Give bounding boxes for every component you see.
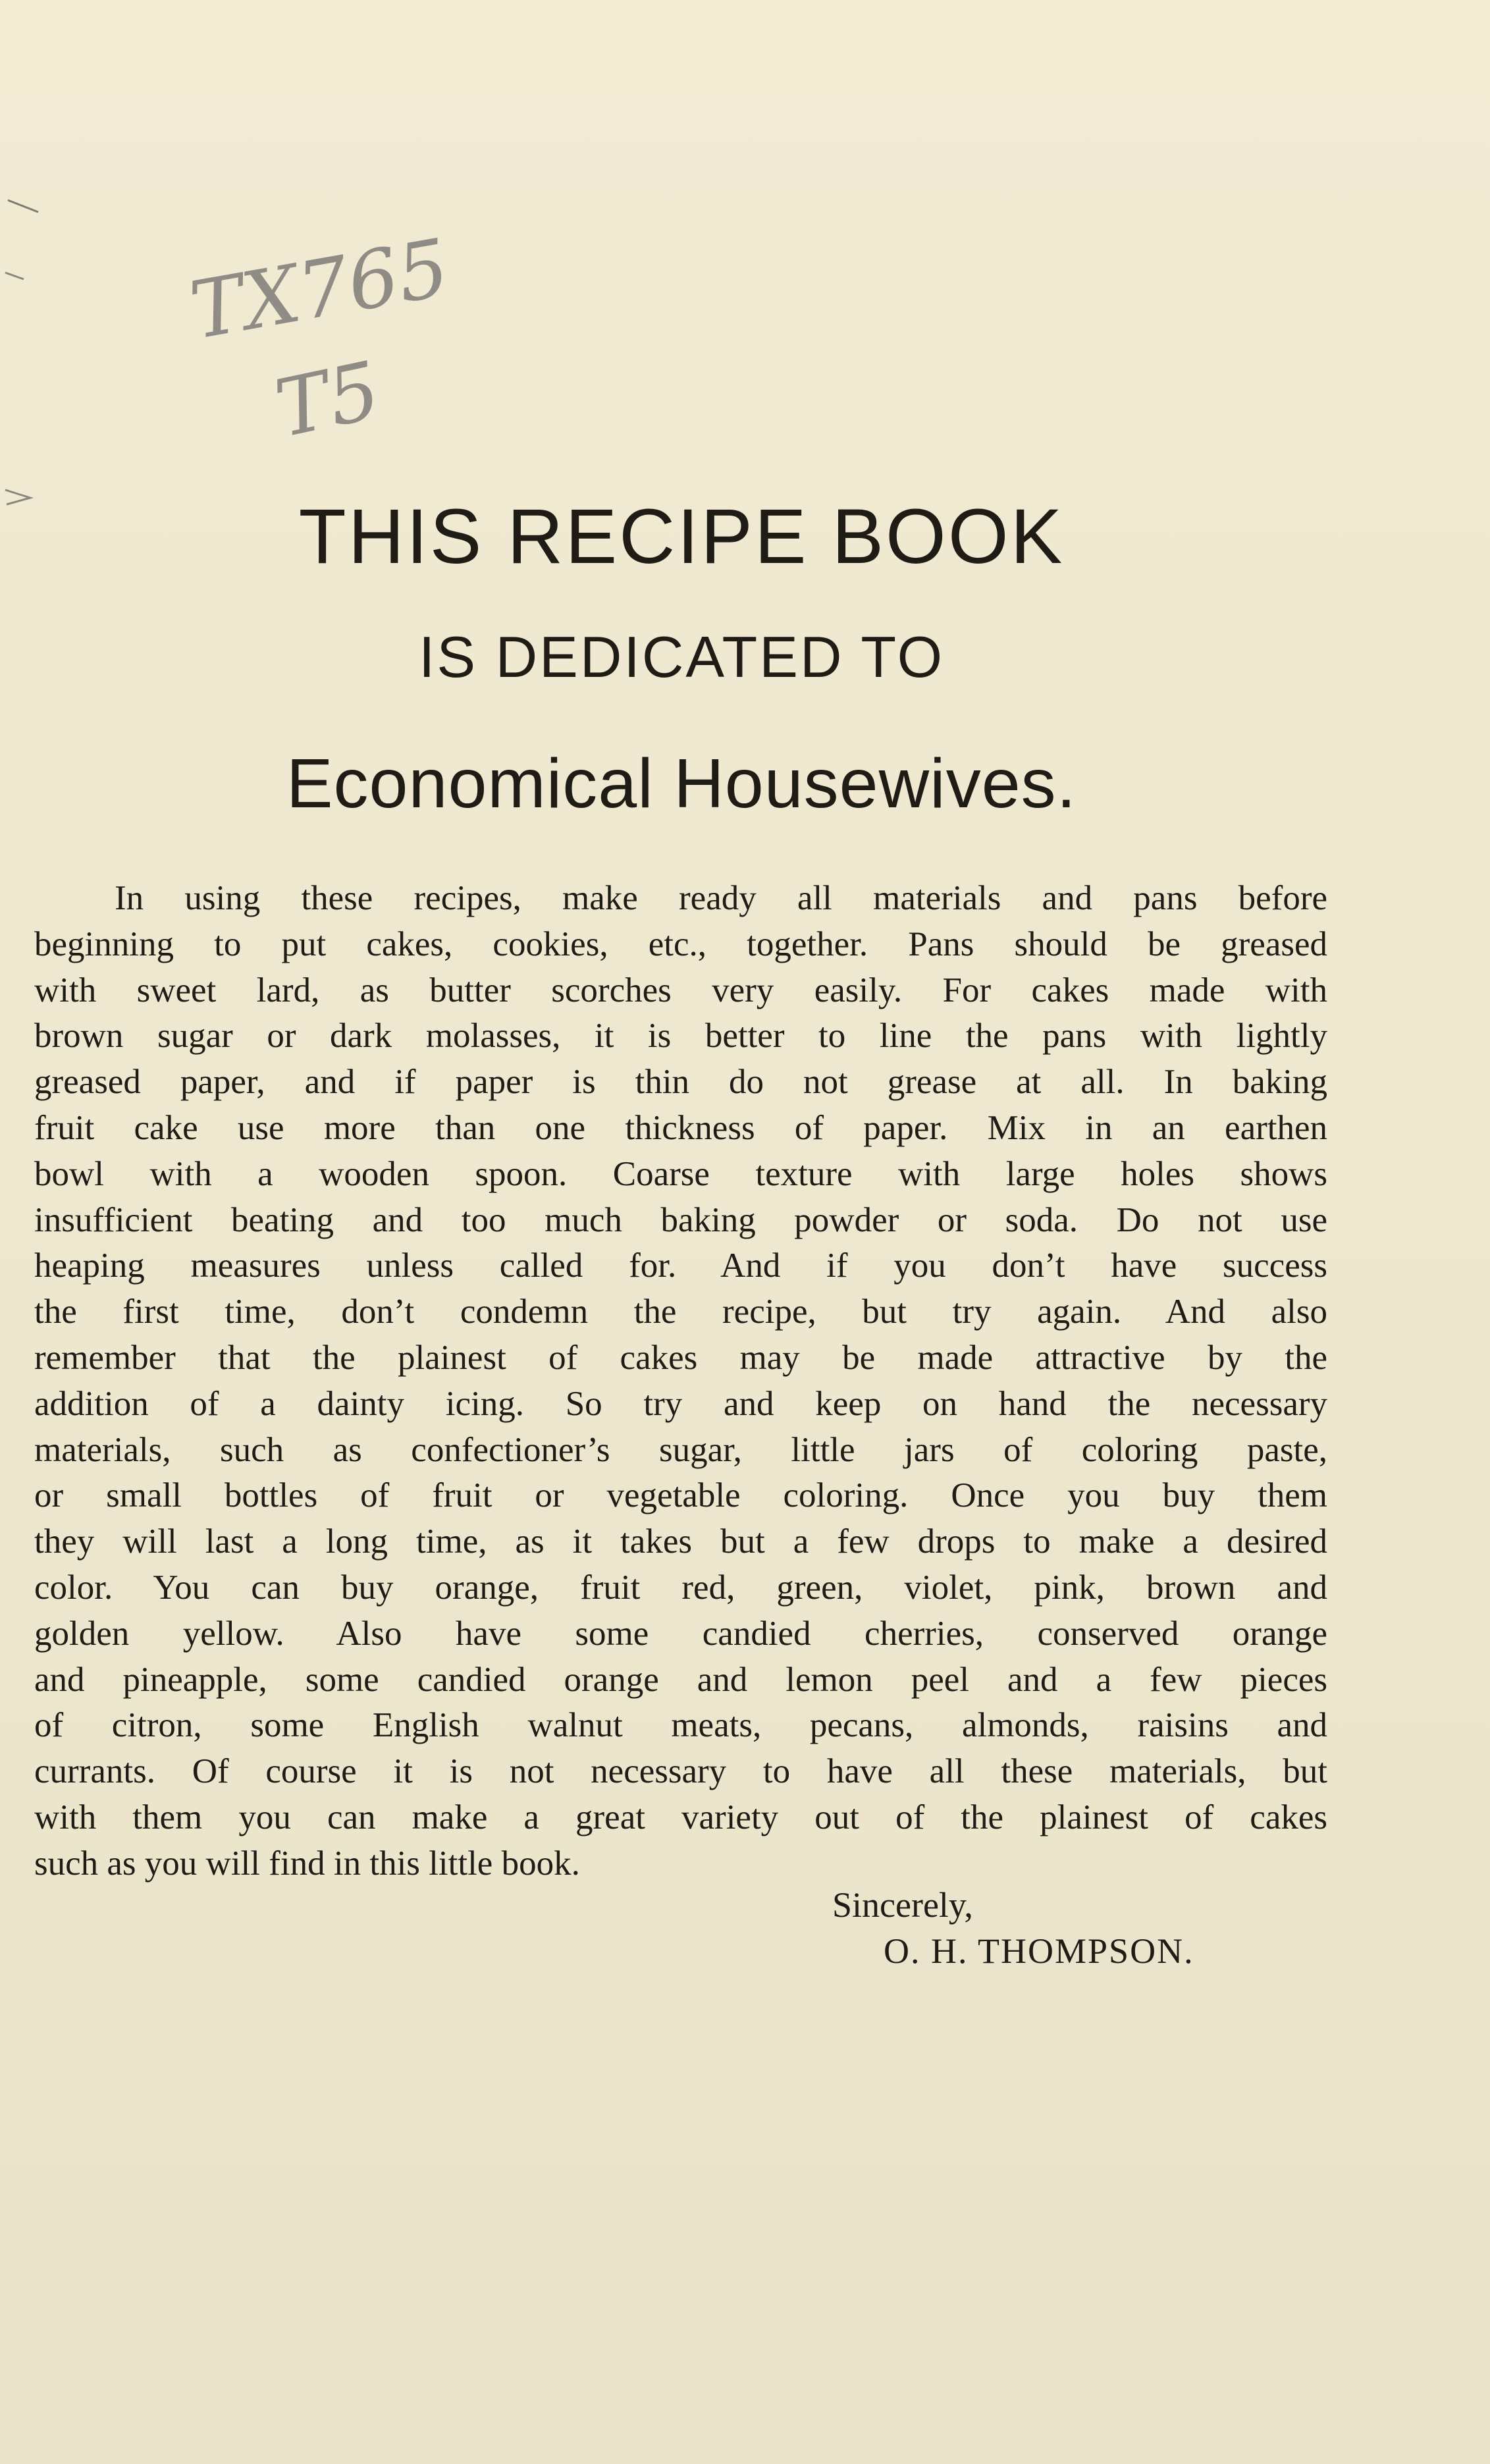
body-line: they will last a long time, as it takes but a few drops to make a desired [34,1522,1327,1561]
body-line: brown sugar or dark molasses, it is better to line the pans with lightly [34,1017,1327,1056]
handwritten-call-number [191,217,467,454]
margin-tick-mark [4,270,30,286]
body-line: the first time, don’t condemn the recipe, but try again. And also [34,1293,1327,1331]
body-paragraph [34,876,1327,1887]
body-line: remember that the plainest of cakes may be made attractive by the [34,1338,1327,1377]
body-line: In using these recipes, make ready all materials and pans before [115,879,1327,917]
body-line: bowl with a wooden spoon. Coarse texture with large holes shows [34,1154,1327,1193]
body-line: with them you can make a great variety out of the plainest of cakes [34,1798,1327,1836]
body-line: heaping measures unless called for. And if you don’t have success [34,1246,1327,1285]
body-line: golden yellow. Also have some candied cherries, conserved orange [34,1614,1327,1653]
body-line: insufficient beating and too much baking powder or soda. Do not use [34,1200,1327,1239]
body-line: with sweet lard, as butter scorches very easily. For cakes made with [34,971,1327,1009]
body-line: materials, such as confectioner’s sugar, little jars of coloring paste, [34,1430,1327,1469]
author-signature: O. H. THOMPSON. [884,1931,1194,1971]
body-line: fruit cake use more than one thickness of paper. Mix in an earthen [34,1108,1327,1147]
closing-salutation: Sincerely, [832,1885,973,1925]
body-line: addition of a dainty icing. So try and keep on hand the necessary [34,1384,1327,1423]
body-line: and pineapple, some candied orange and lemon peel and a few pieces [34,1660,1327,1699]
dedication-heading: Economical Housewives. [286,745,1077,822]
body-line: such as you will find in this little book. [34,1844,580,1883]
body-line: of citron, some English walnut meats, pecans, almonds, raisins and [34,1706,1327,1745]
call-number-line2: T5 [267,344,388,454]
margin-tick-mark [7,198,46,221]
call-number-line1: TX765 [191,222,456,358]
body-line: greased paper, and if paper is thin do not grease at all. In baking [34,1063,1327,1102]
body-line: color. You can buy orange, fruit red, green, violet, pink, brown and [34,1568,1327,1607]
body-line: currants. Of course it is not necessary to have all these materials, but [34,1752,1327,1791]
body-line: beginning to put cakes, cookies, etc., together. Pans should be greased [34,924,1327,963]
body-line: or small bottles of fruit or vegetable coloring. Once you buy them [34,1476,1327,1515]
page-title: THIS RECIPE BOOK [298,493,1065,580]
page-subtitle: IS DEDICATED TO [418,624,945,689]
